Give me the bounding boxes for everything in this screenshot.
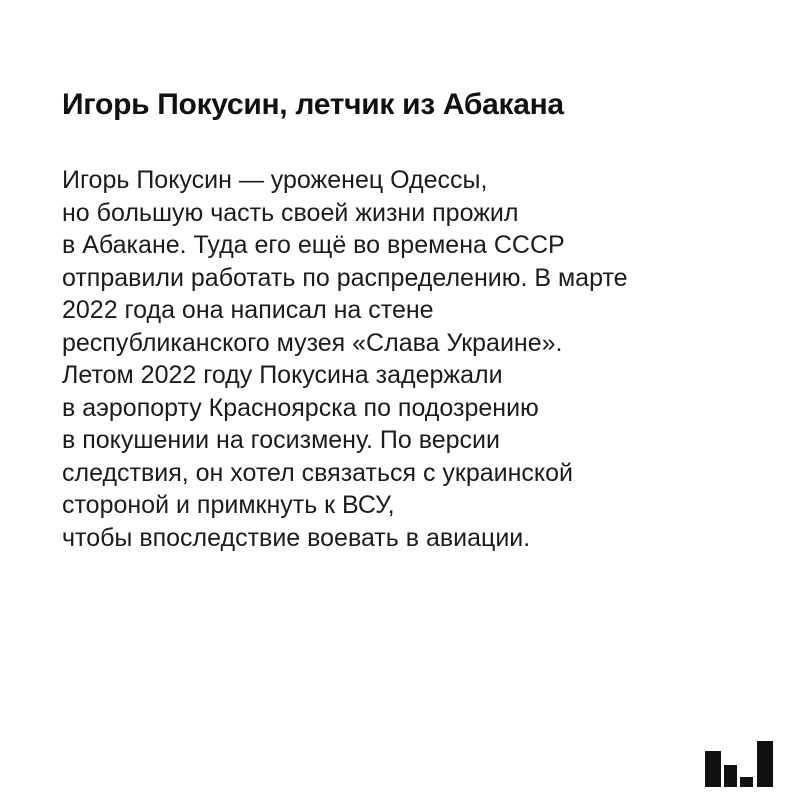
- logo-bar-3: [740, 777, 753, 787]
- bar-chart-logo-icon: [705, 741, 773, 787]
- body-line: следствия, он хотел связаться с украинской: [62, 458, 574, 487]
- body-line: но большую часть своей жизни прожил: [62, 198, 519, 227]
- logo-bar-2: [724, 765, 737, 787]
- logo-bar-1: [705, 751, 721, 787]
- body-line: Игорь Покусин — уроженец Одессы,: [62, 166, 488, 194]
- body-line: отправили работать по распределению. В марте: [62, 263, 628, 292]
- article-card: [62, 84, 742, 554]
- body-line: в Абакане. Туда его ещё во времена СССР: [62, 231, 565, 259]
- body-line: Летом 2022 году Покусина задержали: [62, 361, 503, 389]
- body-line: 2022 года она написал на стене: [62, 296, 434, 324]
- logo-bar-4: [757, 741, 773, 787]
- body-line: стороной и примкнуть к ВСУ,: [62, 491, 395, 519]
- body-line: в аэропорту Красноярска по подозрению: [62, 393, 539, 422]
- article-title: Игорь Покусин, летчик из Абакана: [62, 88, 564, 121]
- body-line: в покушении на госизмену. По версии: [62, 426, 500, 454]
- article-body: [62, 164, 742, 554]
- body-line: республиканского музея «Слава Украине».: [62, 328, 563, 357]
- body-line: чтобы впоследствие воевать в авиации.: [62, 523, 531, 552]
